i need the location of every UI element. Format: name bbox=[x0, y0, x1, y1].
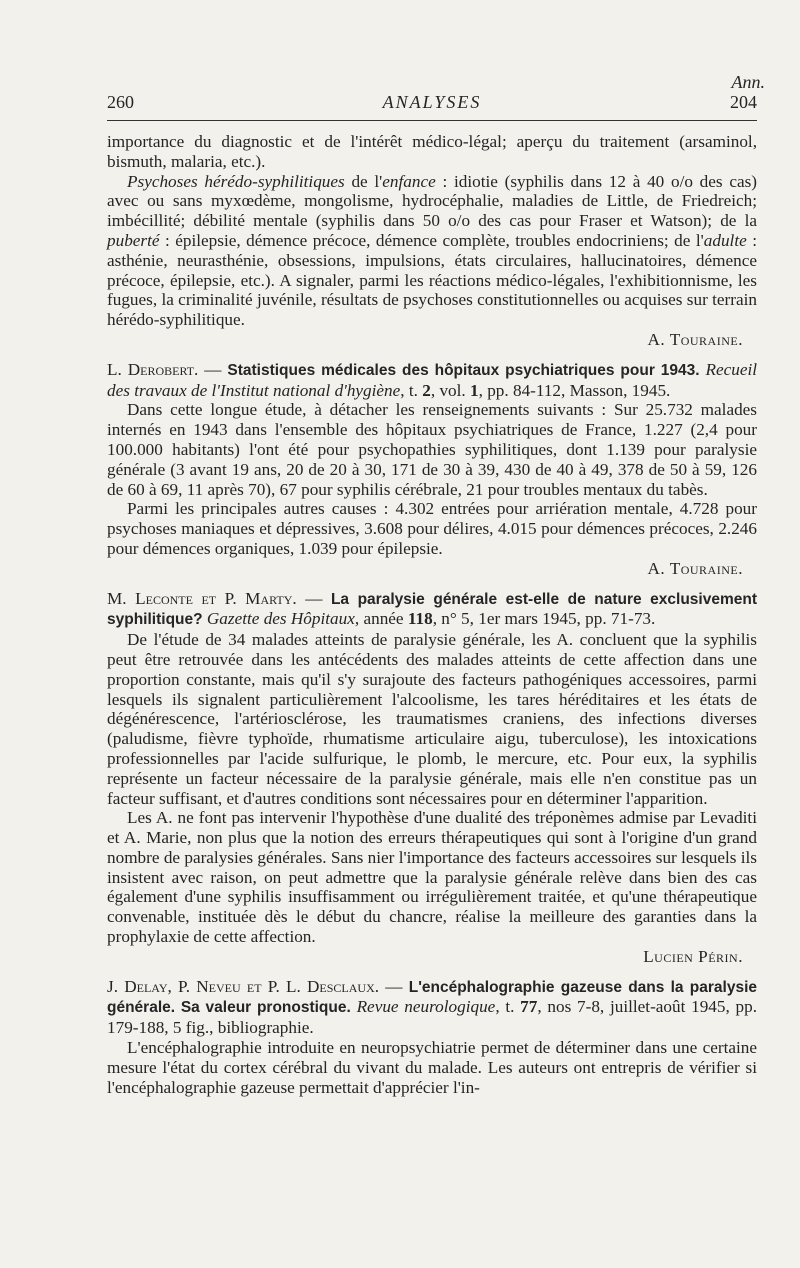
review3-author: M. Leconte et P. Marty. bbox=[107, 588, 297, 608]
journal-abbrev: Ann. bbox=[731, 72, 765, 92]
review2-title: Statistiques médicales des hôpitaux psychiatriques pour 1943. bbox=[227, 361, 700, 379]
review3-paragraph1: De l'étude de 34 malades atteints de paralysie générale, les A. concluent que la syphilis peut être retrouvée dans les antécédents des malades atteints de cette affection dans une proportion constante, mais qu'il s'y surajoute des facteurs pathogéniques accessoires, parmi lesquels ils signalent particulièrement l'alcoolisme, les tares héréditaires et les états de dégénérescence, l'artériosclérose, les traumatismes craniens, des infections diverses (paludisme, fièvre typhoïde, rhumatisme articulaire aigu, tuberculose), les intoxications professionnelles par l'acide sulfurique, le plomb, le mercure, etc. Pour eux, la syphilis représente un facteur nécessaire de la paralysie générale, mais elle n'en constitue pas un facteur suffisant, et d'autres conditions sont nécessaires pour en déterminer l'apparition. bbox=[107, 630, 757, 808]
header-rule bbox=[107, 120, 757, 121]
running-header bbox=[107, 92, 757, 116]
running-title: ANALYSES bbox=[382, 92, 482, 112]
review3-title: La paralysie générale est-elle de nature exclusivement syphilitique? bbox=[107, 590, 757, 629]
review4-author: J. Delay, P. Neveu et P. L. Desclaux. bbox=[107, 976, 380, 996]
review4-title: L'encéphalographie gazeuse dans la paralysie générale. Sa valeur pronostique. bbox=[107, 978, 758, 1017]
review2-paragraph1: Dans cette longue étude, à détacher les renseignements suivants : Sur 25.732 malades internés en 1943 dans l'ensemble des hôpitaux psychiatriques de France, 1.227 (2,4 pour 100.000 habitants) l'ont été pour psychopathies syphilitiques, dont 1.139 pour paralysie générale (3 avant 19 ans, 20 de 20 à 30, 171 de 30 à 39, 430 de 40 à 49, 378 de 50 à 59, 126 de 60 à 69, 11 après 70), 67 pour syphilis cérébrale, 21 pour troubles mentaux du tabès. bbox=[107, 400, 757, 499]
review1-paragraph1: importance du diagnostic et de l'intérêt médico-légal; aperçu du traitement (arsaminol, bismuth, malaria, etc.). bbox=[107, 132, 757, 171]
review2-paragraph2: Parmi les principales autres causes : 4.302 entrées pour arriération mentale, 4.728 pour psychoses maniaques et dépressives, 3.608 pour délires, 4.015 pour démences précoces, 2.246 pour démences organiques, 1.039 pour épilepsie. bbox=[107, 499, 757, 558]
review3-paragraph2: Les A. ne font pas intervenir l'hypothèse d'une dualité des tréponèmes admise par Levaditi et A. Marie, non plus que la notion des erreurs thérapeutiques qui sont à l'origine d'un grand nombre de paralysies générales. Sans nier l'importance des facteurs accessoires sur lesquels ils insistent avec raison, on peut admettre que la paralysie générale relève dans bien des cas également d'une syphilis insuffisamment ou irrégulièrement traitée, et qu'une thérapeutique convenable, instituée dès le début du chancre, réalise la meilleure des garanties dans la prophylaxie de cette affection. bbox=[107, 808, 757, 947]
review1-paragraph2: Psychoses hérédo-syphilitiques de l'enfance : idiotie (syphilis dans 12 à 40 o/o des cas) avec ou sans myxœdème, mongolisme, hydrocéphalie, maladies de Little, de Friedreich; imbécillité; débilité mentale (syphilis dans 50 o/o des cas pour Fraser et Watson); de la puberté : épilepsie, démence précoce, démence complète, troubles endocriniens; de l'adulte : asthénie, neurasthénie, obsessions, impulsions, états circulaires, hallucinatoires, démence précoce, épilepsie, etc.). A signaler, parmi les réactions médico-légales, l'exhibitionnisme, les fugues, la criminalité juvénile, résultats de psychoses constitutionnelles ou acquises sur terrain hérédo-syphilitique. bbox=[107, 171, 757, 330]
article-body bbox=[107, 132, 757, 1097]
review2-author: L. Derobert. bbox=[107, 359, 199, 379]
review3-citation: M. Leconte et P. Marty. — La paralysie générale est-elle de nature exclusivement syphilitique? Gazette des Hôpitaux, année 118, n° 5, 1er mars 1945, pp. 71-73. bbox=[107, 588, 757, 629]
review4-citation: J. Delay, P. Neveu et P. L. Desclaux. — L'encéphalographie gazeuse dans la paralysie générale. Sa valeur pronostique. Revue neurologique, t. 77, nos 7-8, juillet-août 1945, pp. 179-188, 5 fig., bibliographie. bbox=[107, 976, 758, 1038]
volume-number: 204 bbox=[730, 92, 757, 112]
review3-signature: Lucien Périn. bbox=[643, 946, 743, 966]
review2-citation: L. Derobert. — Statistiques médicales des hôpitaux psychiatriques pour 1943. Recueil des travaux de l'Institut national d'hygiène, t. 2, vol. 1, pp. 84-112, Masson, 1945. bbox=[107, 359, 758, 400]
review2-signature: A. Touraine. bbox=[647, 558, 743, 578]
review4-paragraph1: L'encéphalographie introduite en neuropsychiatrie permet de déterminer dans une certaine mesure l'état du cortex cérébral du vivant du malade. Les auteurs ont entrepris de vérifier si l'encéphalographie gazeuse permettait d'apprécier l'in- bbox=[107, 1038, 757, 1097]
review1-signature: A. Touraine. bbox=[647, 329, 743, 349]
page-number: 260 bbox=[107, 92, 134, 112]
